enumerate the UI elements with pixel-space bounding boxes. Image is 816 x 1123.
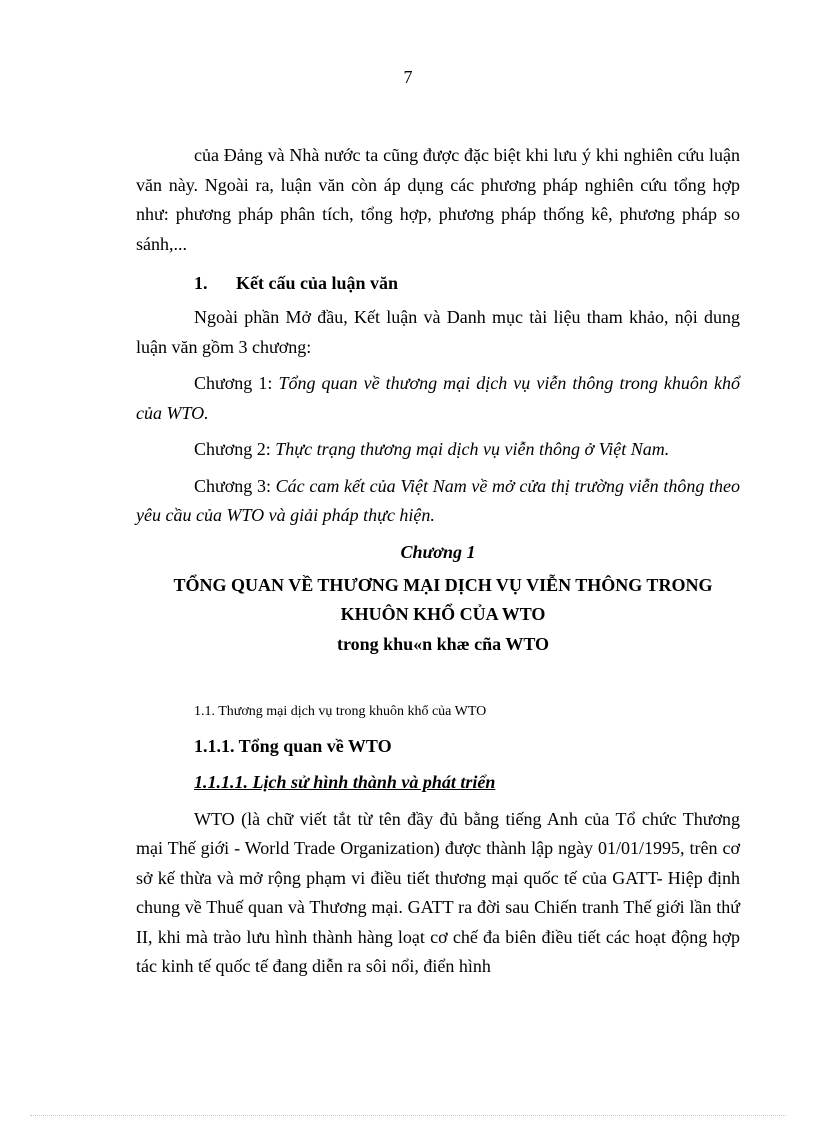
page-bottom-divider (30, 1115, 786, 1116)
structure-paragraph: Ngoài phần Mở đầu, Kết luận và Danh mục tài liệu tham khảo, nội dung luận văn gồm 3 chương: (136, 307, 740, 357)
chapter-summary-title: Các cam kết của Việt Nam về mở cửa thị trường viễn thông theo yêu cầu của WTO và giải pháp thực hiện. (136, 475, 740, 525)
chapter-summary-label: Chương 2: (194, 439, 276, 459)
chapter-subtitle: trong khu«n khæ cña WTO (336, 633, 550, 654)
chapter-summary-3 (136, 472, 740, 531)
chapter-summary-title: Thực trạng thương mại dịch vụ viễn thông ở Việt Nam. (275, 439, 670, 459)
document-body (136, 141, 740, 982)
chapter-label: Chương 1 (400, 541, 476, 562)
section-title: Kết cấu của luận văn (236, 273, 399, 293)
section-number: 1. (194, 273, 208, 293)
chapter-summary-1 (136, 369, 740, 428)
intro-paragraph: của Đảng và Nhà nước ta cũng được đặc biệt khi lưu ý khi nghiên cứu luận văn này. Ngoài ra, luận văn còn áp dụng các phương pháp nghiên cứu tổng hợp như: phương pháp phân tích, tổng hợp, phương pháp thống kê, phương pháp so sánh,... (136, 145, 740, 254)
page-number: 7 (403, 67, 413, 87)
chapter-title: TỔNG QUAN VỀ THƯƠNG MẠI DỊCH VỤ VIỄN THÔNG TRONG KHUÔN KHỔ CỦA WTO (173, 574, 713, 624)
section-1-1-1-1-heading: 1.1.1.1. Lịch sử hình thành và phát triển (194, 771, 496, 792)
section-heading (136, 270, 740, 296)
section-1-1-heading: 1.1. Thương mại dịch vụ trong khuôn khổ của WTO (194, 703, 487, 719)
chapter-summary-2 (136, 435, 740, 465)
section-1-1-1-heading: 1.1.1. Tổng quan về WTO (194, 735, 392, 756)
body-paragraph: WTO (là chữ viết tắt từ tên đầy đủ bằng tiếng Anh của Tổ chức Thương mại Thế giới - World Trade Organization) được thành lập ngày 01/01/1995, trên cơ sở kế thừa và mở rộng phạm vi điều tiết thương mại quốc tế của GATT- Hiệp định chung về Thuế quan và Thương mại. GATT ra đời sau Chiến tranh Thế giới lần thứ II, khi mà trào lưu hình thành hàng loạt cơ chế đa biên điều tiết các hoạt động hợp tác kinh tế quốc tế đang diễn ra sôi nổi, điển hình (136, 808, 740, 976)
chapter-summary-label: Chương 1: (194, 373, 279, 393)
chapter-summary-label: Chương 3: (194, 475, 276, 496)
chapter-summary-title: Tổng quan về thương mại dịch vụ viễn thông trong khuôn khổ của WTO. (136, 373, 740, 423)
